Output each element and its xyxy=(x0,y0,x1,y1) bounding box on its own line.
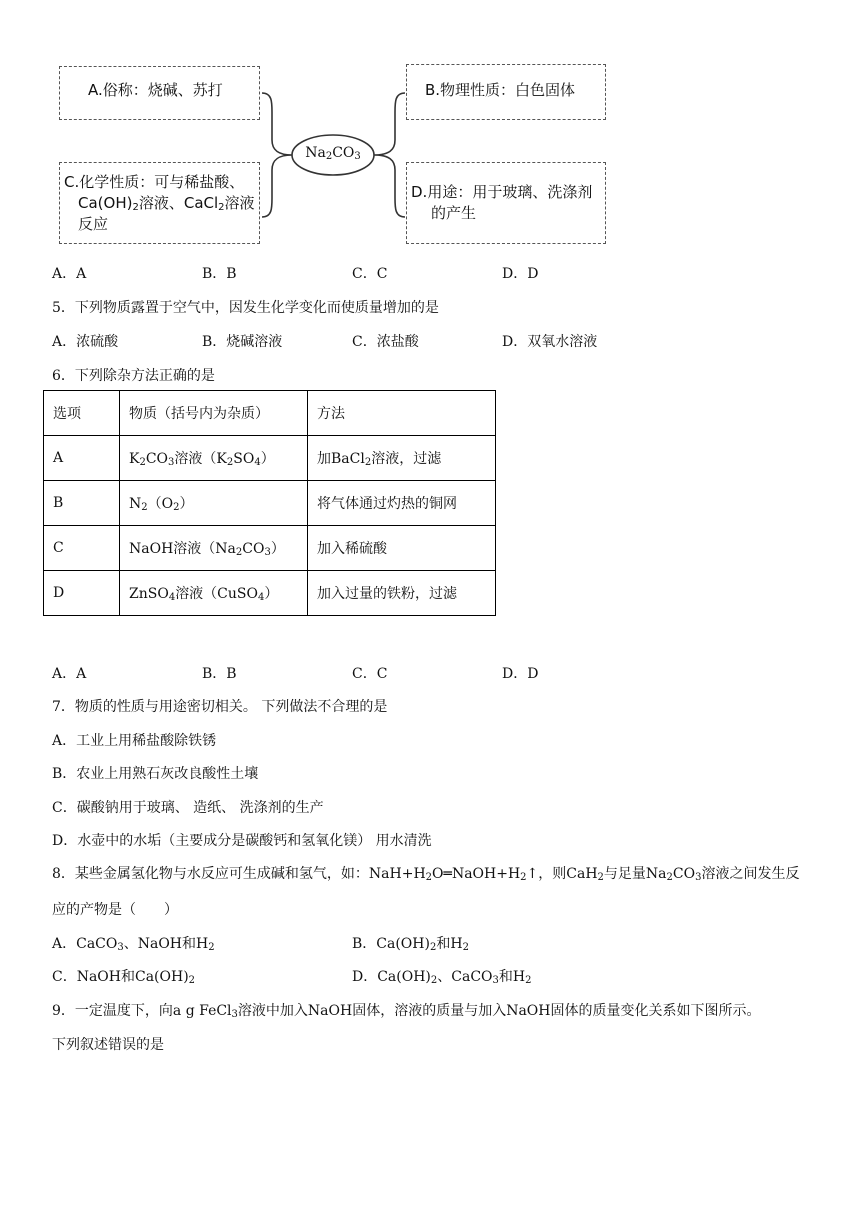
option-d: D．水壶中的水垢（主要成分是碳酸钙和氢氧化镁） 用水清洗 xyxy=(52,833,432,849)
center-label: $Na_2CO_3$ xyxy=(305,145,361,162)
option-b: B．B xyxy=(202,666,237,682)
q5-stem: 5．下列物质露置于空气中，因发生化学变化而使质量增加的是 xyxy=(52,300,439,316)
option-a: A．浓硫酸 xyxy=(52,334,119,350)
option-a: A．A xyxy=(52,266,87,282)
option-a: A．工业上用稀盐酸除铁锈 xyxy=(52,733,217,749)
box-d: D.用途：用于玻璃、洗涤剂 的产生 xyxy=(406,162,606,244)
option-d: D．D xyxy=(502,666,539,682)
q9-stem-line2: 下列叙述错误的是 xyxy=(52,1037,164,1053)
option-c: C．浓盐酸 xyxy=(352,334,419,350)
table-row: C NaOH溶液$(Na_2CO_3)$ 加入稀硫酸 xyxy=(44,526,496,571)
box-b: B.物理性质：白色固体 xyxy=(406,64,606,120)
option-c: C．C xyxy=(352,266,388,282)
option-d: D．双氧水溶液 xyxy=(502,334,598,350)
table-row: D ZnSO$_4$溶液（CuSO$_4$） 加入过量的铁粉，过滤 xyxy=(44,571,496,616)
option-b: B．农业上用熟石灰改良酸性土壤 xyxy=(52,766,259,782)
option-c: C．NaOH和$Ca(OH)_2$ xyxy=(52,969,196,986)
option-d: D．$Ca(OH)_2$、CaCO$_3$和$H_2$ xyxy=(352,969,532,986)
q8-stem-line2: 应的产物是（ ） xyxy=(52,902,178,918)
right-brace xyxy=(374,93,405,217)
option-c: C．C xyxy=(352,666,388,682)
option-b: B．烧碱溶液 xyxy=(202,334,283,350)
diagram-connectors xyxy=(0,0,860,260)
table-row: B $N_2(O_2)$ 将气体通过灼热的铜网 xyxy=(44,481,496,526)
box-a: A.俗称：烧碱、苏打 xyxy=(59,66,260,120)
option-a: A．CaCO$_3$、NaOH和$H_2$ xyxy=(52,936,215,953)
option-d: D．D xyxy=(502,266,539,282)
option-a: A．A xyxy=(52,666,87,682)
box-c: C.化学性质：可与稀盐酸、 $Ca(OH)_2$溶液、CaCl$_2$溶液 反应 xyxy=(59,162,260,244)
q8-stem-line1: 8．某些金属氢化物与水反应可生成碱和氢气，如：$NaH+H_2O═NaOH+H_2↑$，则CaH$_2$与足量$Na_2CO_3$溶液之间发生反 xyxy=(52,866,800,883)
q6-stem: 6．下列除杂方法正确的是 xyxy=(52,368,215,384)
q7-stem: 7．物质的性质与用途密切相关。 下列做法不合理的是 xyxy=(52,699,388,715)
option-b: B．B xyxy=(202,266,237,282)
option-c: C．碳酸钠用于玻璃、 造纸、 洗涤剂的生产 xyxy=(52,800,324,816)
table-row: A $K_2CO_3$溶液$(K_2SO_4)$ 加BaCl$_2$溶液，过滤 xyxy=(44,436,496,481)
purification-table xyxy=(43,390,496,616)
box-c-line2: $Ca(OH)_2$溶液、CaCl$_2$溶液 xyxy=(78,194,255,213)
q9-stem-line1: 9．一定温度下，向a g FeCl$_3$溶液中加入NaOH固体，溶液的质量与加入NaOH固体的质量变化关系如下图所示。 xyxy=(52,1003,761,1020)
table-header-row: 选项 物质（括号内为杂质） 方法 xyxy=(44,391,496,436)
option-b: B．$Ca(OH)_2$和$H_2$ xyxy=(352,936,469,953)
left-brace xyxy=(262,93,292,217)
